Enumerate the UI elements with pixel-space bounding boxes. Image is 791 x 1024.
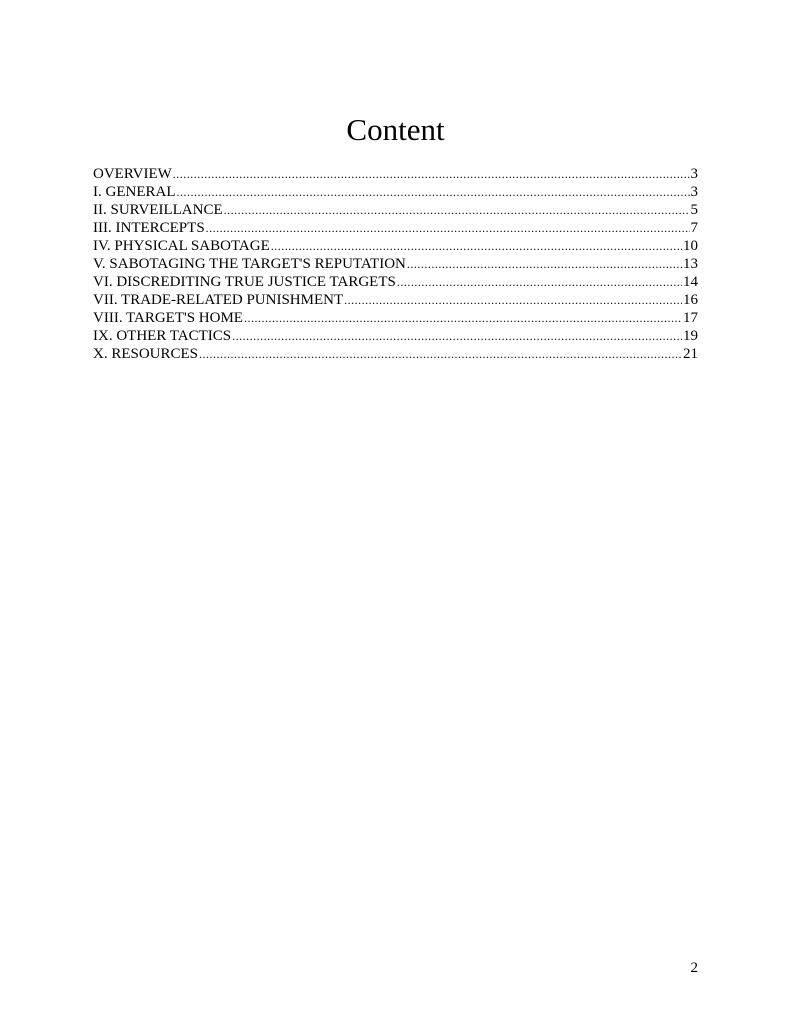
dot-leader: [271, 237, 682, 255]
toc-entry-label: II. SURVEILLANCE: [93, 202, 223, 218]
dot-leader: [173, 165, 690, 183]
toc-entry-label: X. RESOURCES: [93, 346, 199, 362]
toc-entry[interactable]: [93, 327, 698, 345]
toc-entry-label: IV. PHYSICAL SABOTAGE: [93, 238, 270, 254]
toc-entry-label: VIII. TARGET'S HOME: [93, 310, 243, 326]
dot-leader: [199, 345, 682, 363]
toc-entry[interactable]: [93, 291, 698, 309]
toc-entry-label: I. GENERAL: [93, 184, 176, 200]
page-number: 2: [690, 960, 698, 976]
toc-entry[interactable]: [93, 309, 698, 327]
toc-entry-page: 5: [690, 202, 698, 218]
dot-leader: [344, 291, 682, 309]
toc-entry[interactable]: [93, 237, 698, 255]
toc-entry-page: 7: [690, 220, 698, 236]
toc-entry-page: 3: [690, 166, 698, 182]
dot-leader: [206, 219, 690, 237]
toc-entry[interactable]: [93, 201, 698, 219]
toc-entry-label: III. INTERCEPTS: [93, 220, 205, 236]
toc-entry[interactable]: [93, 273, 698, 291]
toc-entry-label: VII. TRADE-RELATED PUNISHMENT: [93, 292, 344, 308]
toc-entry-page: 19: [683, 328, 698, 344]
dot-leader: [407, 255, 682, 273]
toc-entry-page: 16: [683, 292, 698, 308]
toc-entry-label: OVERVIEW: [93, 166, 172, 182]
toc-entry[interactable]: [93, 345, 698, 363]
dot-leader: [244, 309, 682, 327]
dot-leader: [232, 327, 682, 345]
toc-entry-page: 14: [683, 274, 698, 290]
toc-entry-page: 3: [690, 184, 698, 200]
toc-entry-page: 13: [683, 256, 698, 272]
toc-entry-page: 21: [683, 346, 698, 362]
toc-entry-page: 17: [683, 310, 698, 326]
toc-entry[interactable]: [93, 219, 698, 237]
toc-entry[interactable]: [93, 255, 698, 273]
page-title: Content: [346, 112, 445, 147]
toc-entry[interactable]: [93, 183, 698, 201]
table-of-contents: [93, 165, 698, 363]
toc-entry-label: V. SABOTAGING THE TARGET'S REPUTATION: [93, 256, 406, 272]
dot-leader: [397, 273, 682, 291]
toc-entry-page: 10: [683, 238, 698, 254]
toc-entry-label: IX. OTHER TACTICS: [93, 328, 232, 344]
dot-leader: [224, 201, 690, 219]
toc-entry[interactable]: [93, 165, 698, 183]
dot-leader: [177, 183, 690, 201]
toc-entry-label: VI. DISCREDITING TRUE JUSTICE TARGETS: [93, 274, 396, 290]
